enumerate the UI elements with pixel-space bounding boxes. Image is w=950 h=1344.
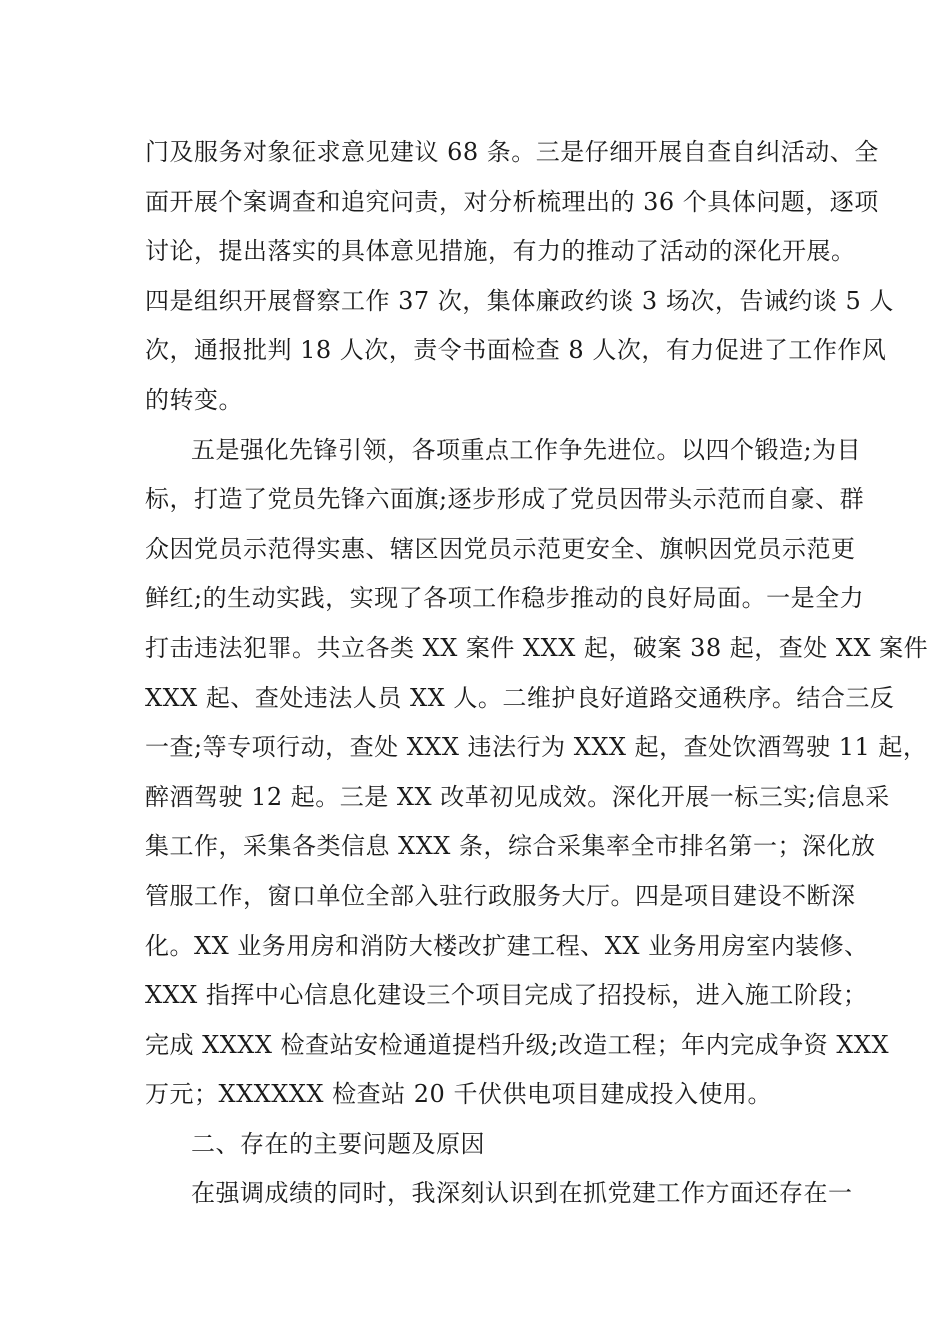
text-line: 一查;等专项行动，查处 XXX 违法行为 XXX 起，查处饮酒驾驶 11 起， <box>145 733 928 762</box>
paragraph-start-line: 在强调成绩的同时，我深刻认识到在抓党建工作方面还存在一 <box>191 1179 853 1208</box>
text-line: 管服工作，窗口单位全部入驻行政服务大厅。四是项目建设不断深 <box>145 881 856 910</box>
text-line: XXX 指挥中心信息化建设三个项目完成了招投标，进入施工阶段； <box>145 981 868 1010</box>
text-line: 众因党员示范得实惠、辖区因党员示范更安全、旗帜因党员示范更 <box>145 534 856 563</box>
text-line: 面开展个案调查和追究问责，对分析梳理出的 36 个具体问题，逐项 <box>145 187 879 216</box>
text-line: XXX 起、查处违法人员 XX 人。二维护良好道路交通秩序。结合三反 <box>145 683 895 712</box>
body-text <box>145 128 929 1219</box>
section-heading: 二、存在的主要问题及原因 <box>191 1129 485 1158</box>
text-line: 醉酒驾驶 12 起。三是 XX 改革初见成效。深化开展一标三实;信息采 <box>145 782 890 811</box>
text-line: 完成 XXXX 检查站安检通道提档升级;改造工程；年内完成争资 XXX <box>145 1030 890 1059</box>
text-line: 集工作，采集各类信息 XXX 条，综合采集率全市排名第一；深化放 <box>145 832 876 861</box>
text-line: 讨论，提出落实的具体意见措施，有力的推动了活动的深化开展。 <box>145 237 856 266</box>
text-line: 四是组织开展督察工作 37 次，集体廉政约谈 3 场次，告诫约谈 5 人 <box>145 286 894 315</box>
text-line: 化。XX 业务用房和消防大楼改扩建工程、XX 业务用房室内装修、 <box>145 931 869 960</box>
text-line: 万元；XXXXXX 检查站 20 千伏供电项目建成投入使用。 <box>145 1080 772 1109</box>
text-line: 鲜红;的生动实践，实现了各项工作稳步推动的良好局面。一是全力 <box>145 584 865 613</box>
text-line: 打击违法犯罪。共立各类 XX 案件 XXX 起，破案 38 起，查处 XX 案件 <box>145 633 929 662</box>
text-line: 门及服务对象征求意见建议 68 条。三是仔细开展自查自纠活动、全 <box>145 138 879 166</box>
text-line: 的转变。 <box>145 385 243 414</box>
text-line: 标，打造了党员先锋六面旗;逐步形成了党员因带头示范而自豪、群 <box>145 485 865 514</box>
text-line: 次，通报批判 18 人次，责令书面检查 8 人次，有力促进了工作作风 <box>145 336 887 365</box>
paragraph-start-line: 五是强化先锋引领，各项重点工作争先进位。以四个锻造;为目 <box>191 435 862 464</box>
